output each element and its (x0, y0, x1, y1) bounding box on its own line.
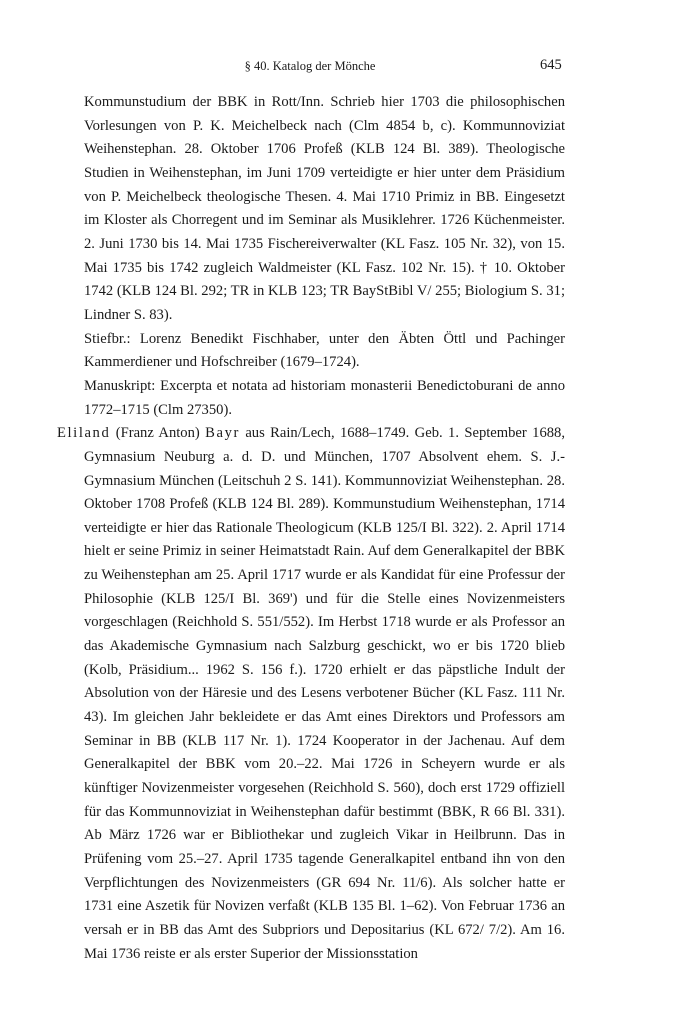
monk-entry (57, 422, 565, 966)
page-header (0, 57, 700, 77)
continued-entry (57, 91, 565, 422)
page-number: 645 (540, 57, 562, 73)
entry-baptismal-name: (Franz Anton) (110, 425, 206, 442)
entry-text: aus Rain/Lech, 1688–1749. Geb. 1. September 1688, Gymnasium Neuburg a. d. D. und München, 1707 Absolvent ehem. S. J.-Gymnasium München (Leitschuh 2 S. 141). Kommunnoviziat Weihenstephan. 28. Oktober 1708 Profeß (KLB 124 Bl. 289). Kommunstudium Weihenstephan, 1714 verteidigte er hier das Rationale Theologicum (KLB 125/I Bl. 322). 2. April 1714 hielt er seine Primiz in seiner Heimatstadt Rain. Auf dem Generalkapitel der BBK zu Weihenstephan am 25. April 1717 wurde er als Kandidat für eine Professur der Philosophie (KLB 125/I Bl. 369') und für die Stelle eines Novizenmeisters vorgeschlagen (Reichhold S. 551/552). Im Herbst 1718 wurde er als Professor an das Akademische Gymnasium nach Salzburg geschickt, wo er bis 1720 blieb (Kolb, Präsidium... 1962 S. 156 f.). 1720 erhielt er das päpstliche Indult der Absolution von der Häresie und des Lesens verbotener Bücher (KL Fasz. 111 Nr. 43). Im gleichen Jahr bekleidete er das Amt eines Direktors und Professors am Seminar in BB (KLB 117 Nr. 1). 1724 Kooperator in der Jachenau. Auf dem Generalkapitel der BBK vom 20.–22. Mai 1726 in Scheyern wurde er als künftiger Novizenmeister vorgesehen (Reichhold S. 560), doch erst 1729 offiziell für das Kommunnoviziat in Weihenstephan dafür bestimmt (BBK, R 66 Bl. 331). Ab März 1726 war er Bibliothekar und zugleich Vikar in Heilbrunn. Das in Prüfening vom 25.–27. April 1735 tagende Generalkapitel entband ihn von den Verpflichtungen des Novizenmeisters (GR 694 Nr. 11/6). Als solcher hatte er 1731 eine Aszetik für Novizen verfaßt (KLB 135 Bl. 1–62). Von Februar 1736 an versah er in BB das Amt des Subpriors und Depositarius (KL 672/ 7/2). Am 16. Mai 1736 reiste er als erster Superior der Missionsstation (84, 425, 565, 962)
entry-paragraph: Kommunstudium der BBK in Rott/Inn. Schrieb hier 1703 die philosophischen Vorlesungen von P. K. Meichelbeck nach (Clm 4854 b, c). Kommunnoviziat Weihenstephan. 28. Oktober 1706 Profeß (KLB 124 Bl. 389). Theologische Studien in Weihenstephan, im Juni 1709 verteidigte er hier unter dem Präsidium von P. Meichelbeck theologische Thesen. 4. Mai 1710 Primiz in BB. Eingesetzt im Kloster als Chorregent und im Seminar als Musiklehrer. 1726 Küchenmeister. 2. Juni 1730 bis 14. Mai 1735 Fischereiverwalter (KL Fasz. 105 Nr. 32), von 15. Mai 1735 bis 1742 zugleich Waldmeister (KL Fasz. 102 Nr. 15). † 10. Oktober 1742 (KLB 124 Bl. 292; TR in KLB 123; TR BayStBibl V/ 255; Biologium S. 31; Lindner S. 83). (84, 94, 565, 323)
entry-surname: Bayr (205, 425, 240, 442)
stiefbruder-note: Stiefbr.: Lorenz Benedikt Fischhaber, unter den Äbten Öttl und Pachinger Kammerdiener und Hofschreiber (1679–1724). (84, 330, 565, 371)
running-head: § 40. Katalog der Mönche (244, 59, 376, 73)
entry-religious-name: Eliland (57, 425, 111, 442)
page-body (57, 91, 565, 966)
manuscript-note: Manuskript: Excerpta et notata ad historiam monasterii Benedictoburani de anno 1772–1715 (Clm 27350). (84, 377, 565, 418)
